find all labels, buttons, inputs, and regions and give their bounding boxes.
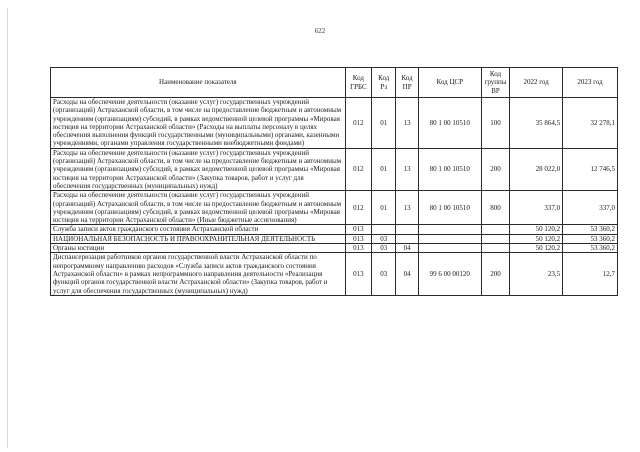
row-2022: 23,5	[510, 253, 563, 295]
row-csr	[418, 234, 481, 243]
row-2022: 337,0	[510, 191, 563, 225]
row-vr	[481, 234, 509, 243]
row-2023: 53 360,2	[563, 234, 618, 243]
row-pr: 13	[396, 98, 418, 149]
header-row	[51, 68, 618, 98]
table-row	[51, 253, 618, 295]
row-name: Диспансеризация работников органов государственной власти Астраханской области по непрограммному направлению расходов «Служба записи актов гражданского состояния Астраханской области» в рамках непрограммного направления деятельности «Реализация функций органов государственной власти Астраханской области» (Закупка товаров, работ и услуг для обеспечения государственных (муниципальных) нужд)	[51, 253, 346, 295]
header-grbs: Код ГРБС	[345, 68, 371, 98]
row-2022: 50 120,2	[510, 225, 563, 234]
table-row	[51, 244, 618, 253]
row-vr: 200	[481, 253, 509, 295]
table-row	[51, 225, 618, 234]
row-pr: 04	[396, 253, 418, 295]
row-csr	[418, 225, 481, 234]
row-pr: 04	[396, 244, 418, 253]
row-grbs: 012	[345, 98, 371, 149]
row-rz: 01	[372, 148, 396, 190]
row-pr	[396, 234, 418, 243]
row-csr: 80 1 00 10510	[418, 191, 481, 225]
row-rz: 03	[372, 244, 396, 253]
header-2023: 2023 год	[563, 68, 618, 98]
scan-edge-line	[7, 8, 8, 448]
row-rz: 03	[372, 253, 396, 295]
row-2022: 28 022,0	[510, 148, 563, 190]
table-row	[51, 191, 618, 225]
row-2023: 12 746,5	[563, 148, 618, 190]
row-grbs: 012	[345, 148, 371, 190]
header-csr: Код ЦСР	[418, 68, 481, 98]
row-name: Служба записи актов гражданского состояния Астраханской области	[51, 225, 346, 234]
header-rz: Код Рз	[372, 68, 396, 98]
row-2022: 50 120,2	[510, 234, 563, 243]
row-2022: 35 864,5	[510, 98, 563, 149]
row-2022: 50 120,2	[510, 244, 563, 253]
row-csr: 80 1 00 10510	[418, 98, 481, 149]
row-name: НАЦИОНАЛЬНАЯ БЕЗОПАСНОСТЬ И ПРАВООХРАНИТЕЛЬНАЯ ДЕЯТЕЛЬНОСТЬ	[51, 234, 346, 243]
row-2023: 53 360,2	[563, 225, 618, 234]
row-rz: 01	[372, 98, 396, 149]
row-2023: 32 278,1	[563, 98, 618, 149]
row-rz: 01	[372, 191, 396, 225]
table-row	[51, 234, 618, 243]
row-rz: 03	[372, 234, 396, 243]
row-name: Органы юстиции	[51, 244, 346, 253]
row-name: Расходы на обеспечение деятельности (оказание услуг) государственных учреждений (организаций) Астраханской области, в том числе на предоставление бюджетным и автономным учреждениям (организациям) субсидий, в рамках ведомственной целевой программы «Мировая юстиция на территории Астраханской области» (Закупка товаров, работ и услуг для обеспечения государственных (муниципальных) нужд)	[51, 148, 346, 190]
table-row	[51, 148, 618, 190]
header-2022: 2022 год	[510, 68, 563, 98]
page-number: 622	[314, 27, 326, 35]
table-row	[51, 98, 618, 149]
row-vr: 800	[481, 191, 509, 225]
row-pr: 13	[396, 148, 418, 190]
row-vr: 100	[481, 98, 509, 149]
row-vr	[481, 244, 509, 253]
header-name: Наименование показателя	[51, 68, 346, 98]
row-csr: 80 1 00 10510	[418, 148, 481, 190]
row-vr	[481, 225, 509, 234]
row-rz	[372, 225, 396, 234]
row-2023: 337,0	[563, 191, 618, 225]
row-name: Расходы на обеспечение деятельности (оказание услуг) государственных учреждений (организаций) Астраханской области, в том числе на предоставление бюджетным и автономным учреждениям (организациям) субсидий, в рамках ведомственной целевой программы «Мировая юстиция на территории Астраханской области» (Расходы на выплаты персоналу в целях обеспечения выполнения функций государственными (муниципальными) органами, казенными учреждениями, органами управления государственными внебюджетными фондами)	[51, 98, 346, 149]
row-csr	[418, 244, 481, 253]
row-name: Расходы на обеспечение деятельности (оказание услуг) государственных учреждений (организаций) Астраханской области, в том числе на предоставление бюджетным и автономным учреждениям (организациям) субсидий, в рамках ведомственной целевой программы «Мировая юстиция на территории Астраханской области» (Иные бюджетные ассигнования)	[51, 191, 346, 225]
row-grbs: 013	[345, 253, 371, 295]
row-pr	[396, 225, 418, 234]
row-2023: 53 360,2	[563, 244, 618, 253]
row-grbs: 013	[345, 244, 371, 253]
header-vr: Код группы ВР	[481, 68, 509, 98]
row-vr: 200	[481, 148, 509, 190]
row-pr: 13	[396, 191, 418, 225]
row-grbs: 013	[345, 234, 371, 243]
row-csr: 99 6 00 00120	[418, 253, 481, 295]
budget-table	[50, 67, 618, 296]
row-grbs: 013	[345, 225, 371, 234]
row-2023: 12,7	[563, 253, 618, 295]
header-pr: Код ПР	[396, 68, 418, 98]
row-grbs: 012	[345, 191, 371, 225]
